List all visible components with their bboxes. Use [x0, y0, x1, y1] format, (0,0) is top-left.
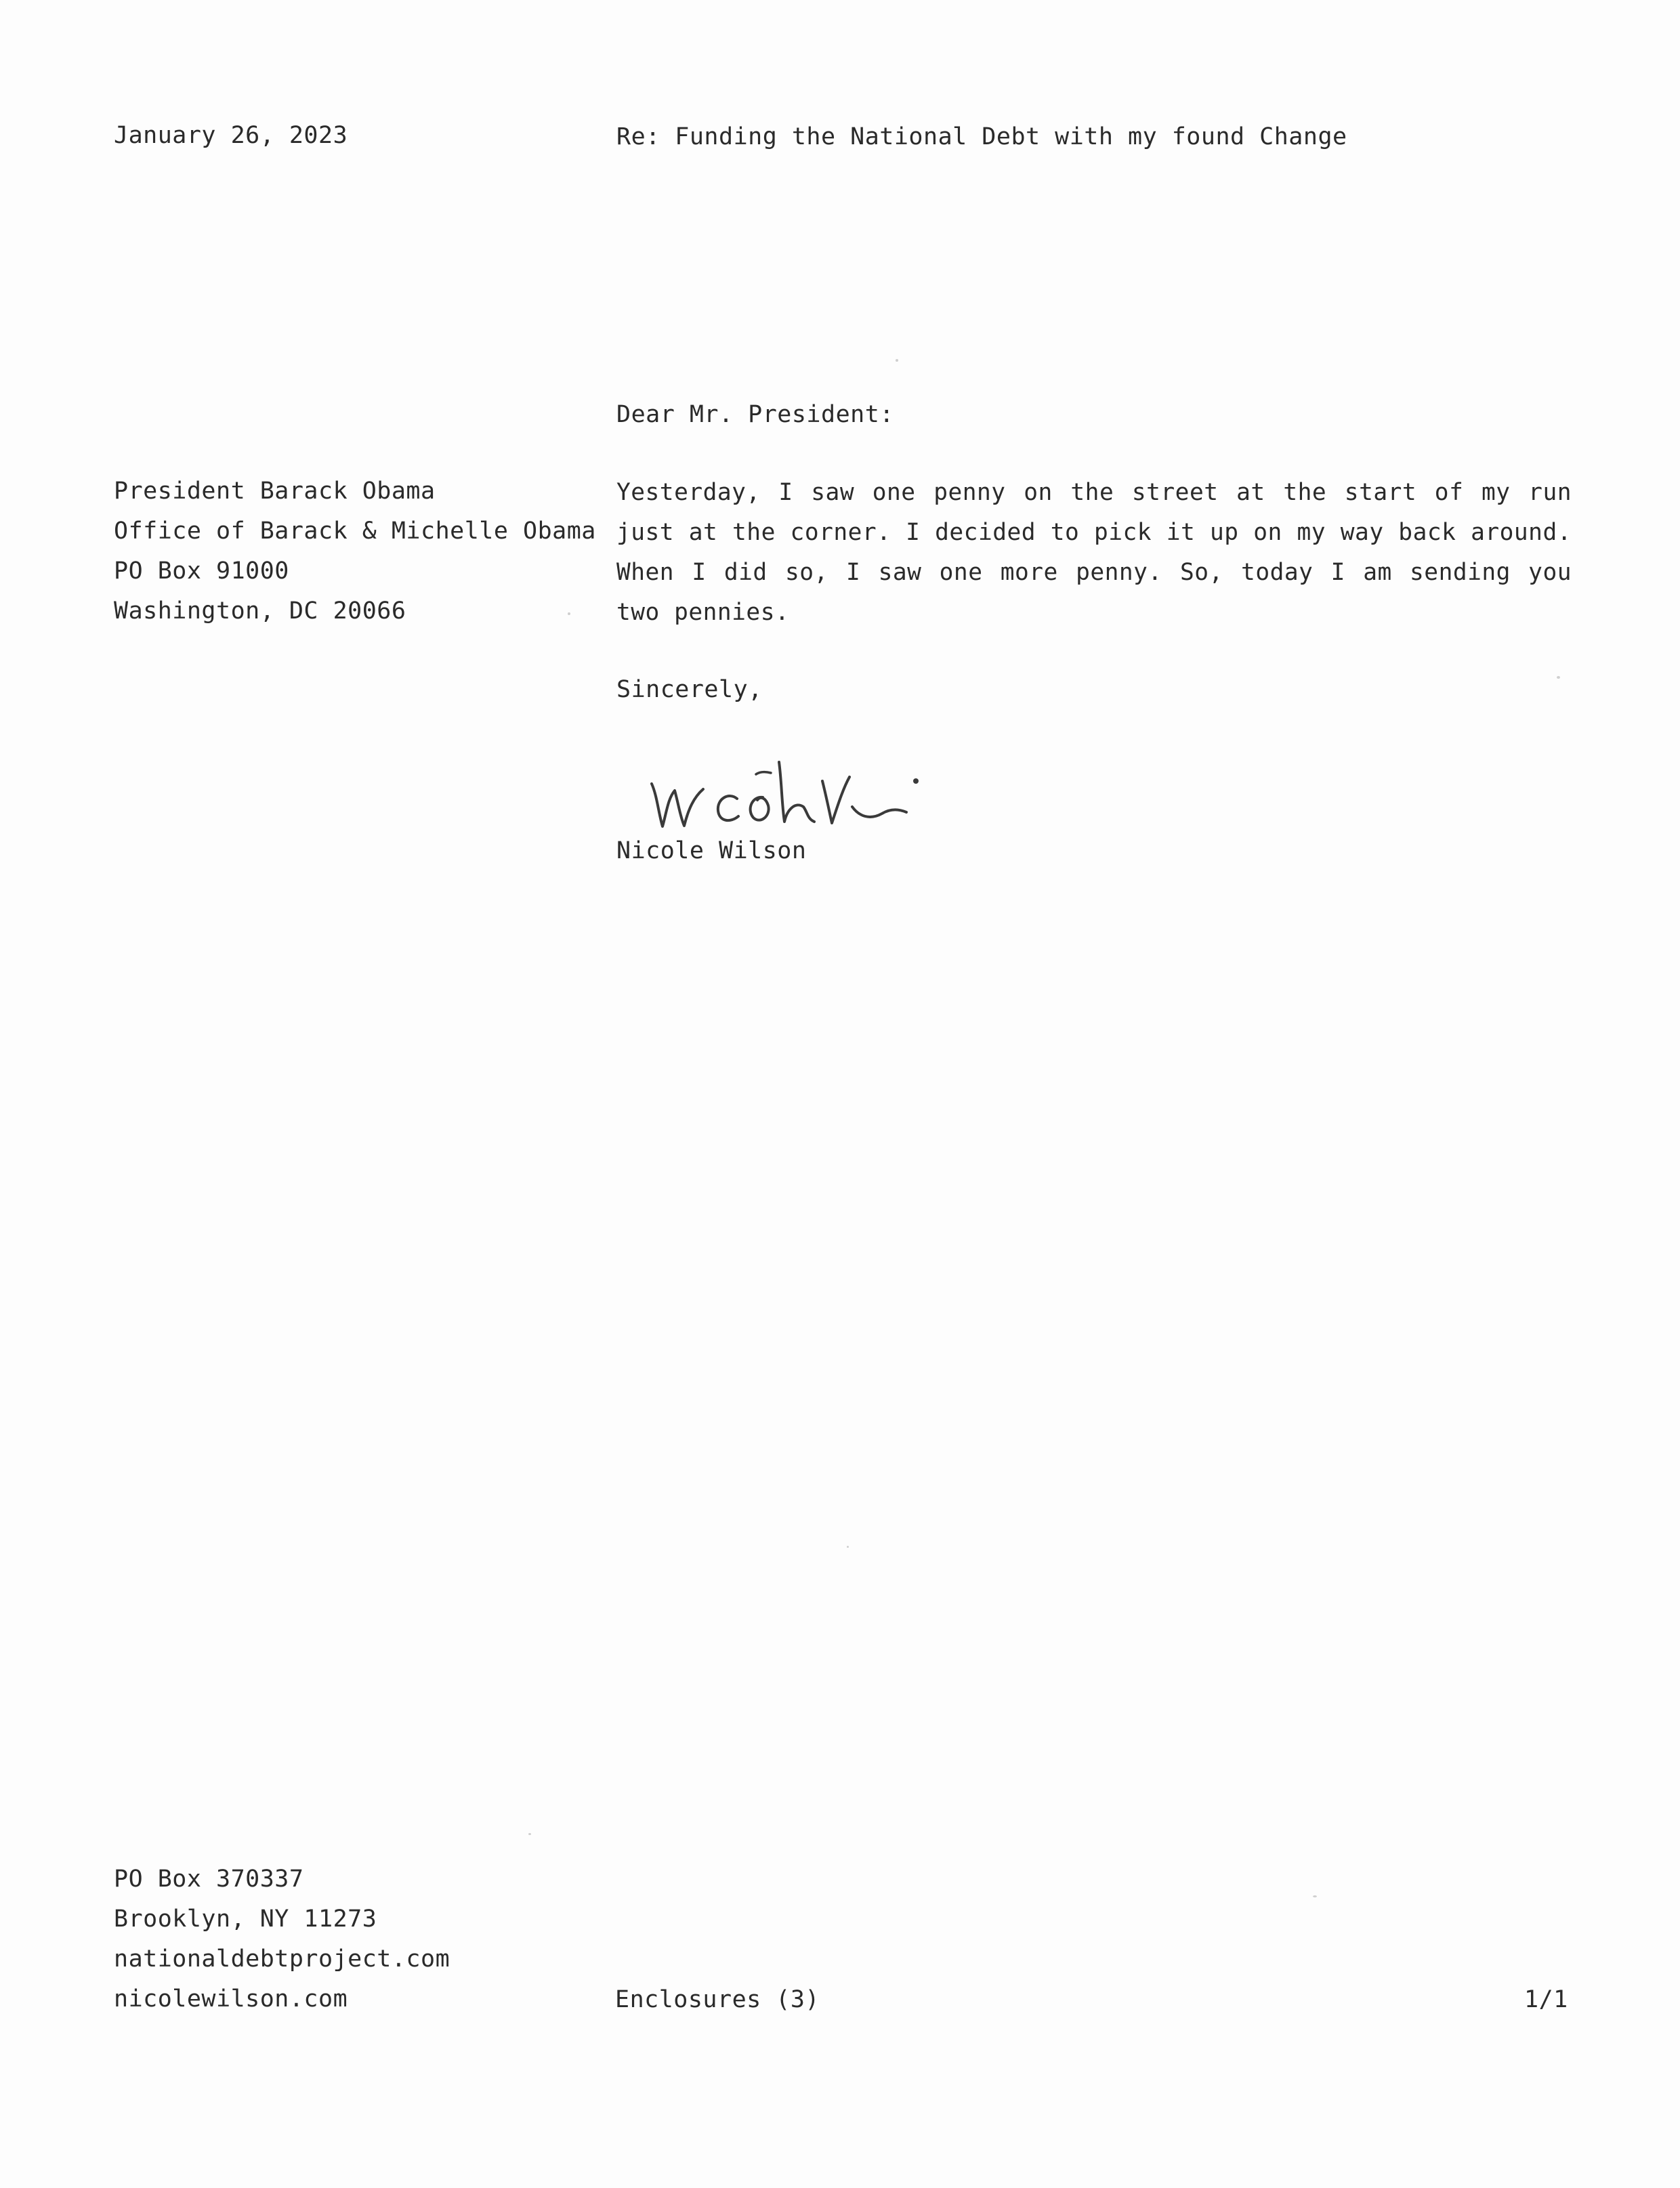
sender-line: Brooklyn, NY 11273: [114, 1906, 377, 1933]
enclosures-note: Enclosures (3): [615, 1986, 820, 2013]
sender-website: nicolewilson.com: [114, 1985, 348, 2013]
letter-body: Yesterday, I saw one penny on the street at the start of my run just at the corner. I decided to pick it up on my way back around. When I did so, I saw one more penny. So, today I am sending you two pennies.: [616, 479, 1572, 626]
scan-speck: [568, 612, 570, 615]
salutation: Dear Mr. President:: [616, 401, 894, 428]
scan-speck: [1557, 676, 1560, 679]
handwritten-signature: [637, 742, 989, 837]
sender-website: nationaldebtproject.com: [114, 1945, 450, 1973]
scan-speck: [896, 359, 898, 362]
letter-date: January 26, 2023: [114, 122, 348, 149]
scan-speck: [528, 1833, 531, 1835]
scan-speck: [847, 1546, 849, 1548]
recipient-address: [114, 471, 596, 631]
recipient-line: Office of Barack & Michelle Obama: [114, 518, 596, 545]
sender-address: [114, 1859, 450, 2019]
recipient-line: Washington, DC 20066: [114, 597, 406, 625]
page-number: 1/1: [1524, 1986, 1568, 2013]
recipient-line: PO Box 91000: [114, 557, 289, 585]
letter-subject: Re: Funding the National Debt with my found Change: [616, 123, 1347, 150]
sender-line: PO Box 370337: [114, 1866, 304, 1893]
closing: Sincerely,: [616, 676, 763, 703]
signer-name: Nicole Wilson: [616, 837, 807, 864]
recipient-line: President Barack Obama: [114, 478, 436, 505]
scan-speck: [1313, 1895, 1317, 1897]
